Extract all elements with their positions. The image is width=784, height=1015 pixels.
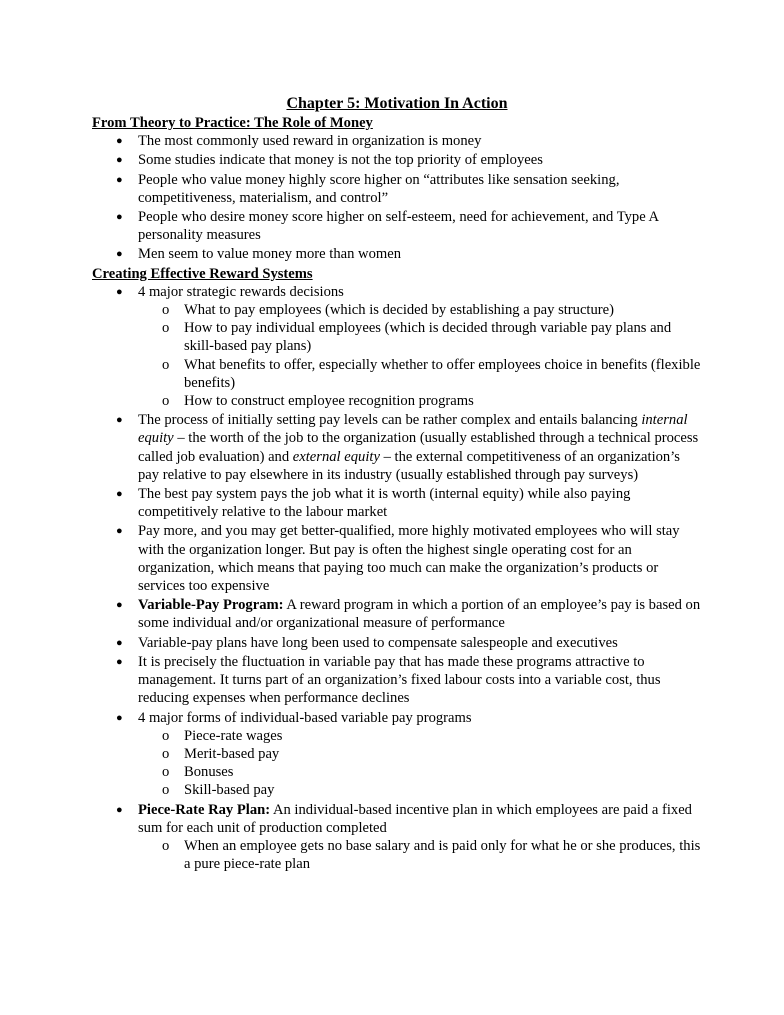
term-piece-rate-plan: Piece-Rate Ray Plan: <box>138 801 271 818</box>
bullet-icon: ● <box>116 285 123 298</box>
term-internal-equity: internal equity <box>138 412 688 447</box>
section-heading-reward-systems: Creating Effective Reward Systems <box>92 265 313 282</box>
list-item-fluctuation: ● It is precisely the fluctuation in variable pay that has made these programs attractive to management. It turns part of an organization’s fixed labour costs into a variable cost, thus reducing expenses when performance declines <box>116 653 661 707</box>
list-item: ● The most commonly used reward in organization is money <box>116 133 482 150</box>
sub-bullet-icon: o <box>162 745 170 762</box>
sub-list-item: o How to construct employee recognition programs <box>162 393 474 410</box>
bullet-icon: ● <box>116 636 123 649</box>
section-heading-role-of-money: From Theory to Practice: The Role of Money <box>92 115 373 131</box>
bullet-icon: ● <box>116 599 123 612</box>
sub-bullet-icon: o <box>162 727 170 744</box>
sub-bullet-icon: o <box>162 302 170 319</box>
sub-bullet-icon: o <box>162 356 170 373</box>
list-item-variable-pay-history: ● Variable-pay plans have long been used to compensate salespeople and executives <box>116 634 618 651</box>
sub-bullet-icon: o <box>162 393 170 410</box>
sub-list-item: o What to pay employees (which is decided by establishing a pay structure) <box>162 302 614 319</box>
document-page <box>92 92 702 874</box>
bullet-icon: ● <box>116 154 123 167</box>
bullet-icon: ● <box>116 803 123 816</box>
bullet-icon: ● <box>116 525 123 538</box>
sub-bullet-icon: o <box>162 782 170 799</box>
list-item-variable-pay-forms: ● 4 major forms of individual-based variable pay programs o Piece-rate wages o Merit-based pay o Bonuses o Skill-based pay <box>138 709 702 800</box>
sub-list-item: o Merit-based pay <box>162 745 280 762</box>
list-item-pay-more: ● Pay more, and you may get better-qualified, more highly motivated employees who will stay with the organization longer. But pay is often the highest single operating cost for an organization, which means that paying too much can make the organization’s products or services too expensive <box>116 523 680 595</box>
sub-list-item: o What benefits to offer, especially whether to offer employees choice in benefits (flexible benefits) <box>162 356 701 391</box>
sub-list-item: o When an employee gets no base salary and is paid only for what he or she produces, this a pure piece-rate plan <box>162 837 701 873</box>
list-item: ● People who desire money score higher on self-esteem, need for achievement, and Type A personality measures <box>116 209 659 244</box>
list-item-strategic-decisions: ● 4 major strategic rewards decisions o What to pay employees (which is decided by establishing a pay structure) o How to pay individual employees (which is decided through variable pay plans and skill-based pay plans) o What benefits to offer, especially whether to offer employees choice in benefits (flexible benefits) o How to construct employee recognition programs <box>116 283 701 410</box>
list-item-best-pay-system: ● The best pay system pays the job what it is worth (internal equity) while also paying competitively relative to the labour market <box>116 486 631 521</box>
sub-list-item: o Skill-based pay <box>162 782 275 799</box>
bullet-icon: ● <box>116 211 123 224</box>
bullet-icon: ● <box>116 135 123 148</box>
list-item-piece-rate-plan: ● Piece-Rate Ray Plan: An individual-based incentive plan in which employees are paid a fixed sum for each unit of production completed o When an employee gets no base salary and is paid only for what he or she produces, this a pure piece-rate plan <box>116 801 701 873</box>
sub-list-variable-pay-forms <box>138 727 702 800</box>
list-item: ● Some studies indicate that money is not the top priority of employees <box>116 152 543 169</box>
sub-list-item: o How to pay individual employees (which is decided through variable pay plans and skill-based pay plans) <box>162 320 672 355</box>
sub-bullet-icon: o <box>162 320 170 337</box>
page-title: Chapter 5: Motivation In Action <box>286 95 508 112</box>
bullet-list-reward-systems <box>92 283 702 874</box>
sub-bullet-icon: o <box>162 764 170 781</box>
list-item-variable-pay-program: ● Variable-Pay Program: A reward program in which a portion of an employee’s pay is based on some individual and/or organizational measure of performance <box>116 597 701 632</box>
sub-list-item: o Bonuses <box>162 764 234 781</box>
bullet-icon: ● <box>116 655 123 668</box>
list-item: ● People who value money highly score higher on “attributes like sensation seeking, competitiveness, materialism, and control” <box>116 171 620 206</box>
sub-bullet-icon: o <box>162 837 170 854</box>
bullet-icon: ● <box>116 248 123 261</box>
bullet-icon: ● <box>116 488 123 501</box>
list-item: ● Men seem to value money more than women <box>116 246 402 263</box>
term-external-equity: external equity <box>292 448 380 465</box>
bullet-icon: ● <box>116 414 123 427</box>
bullet-icon: ● <box>116 173 123 186</box>
sub-list-item: o Piece-rate wages <box>162 727 283 744</box>
sub-list-strategic-decisions <box>138 301 702 410</box>
term-variable-pay-program: Variable-Pay Program: <box>138 597 284 614</box>
list-item-pay-levels-process: ● The process of initially setting pay levels can be rather complex and entails balancing internal equity – the worth of the job to the organization (usually established through a technical process called job evaluation) and external equity – the external competitiveness of an organization’s pay relative to pay elsewhere in its industry (usually established through pay surveys) <box>116 412 699 483</box>
sub-list-piece-rate <box>138 837 702 873</box>
bullet-list-role-of-money <box>92 132 702 263</box>
bullet-icon: ● <box>116 711 123 724</box>
